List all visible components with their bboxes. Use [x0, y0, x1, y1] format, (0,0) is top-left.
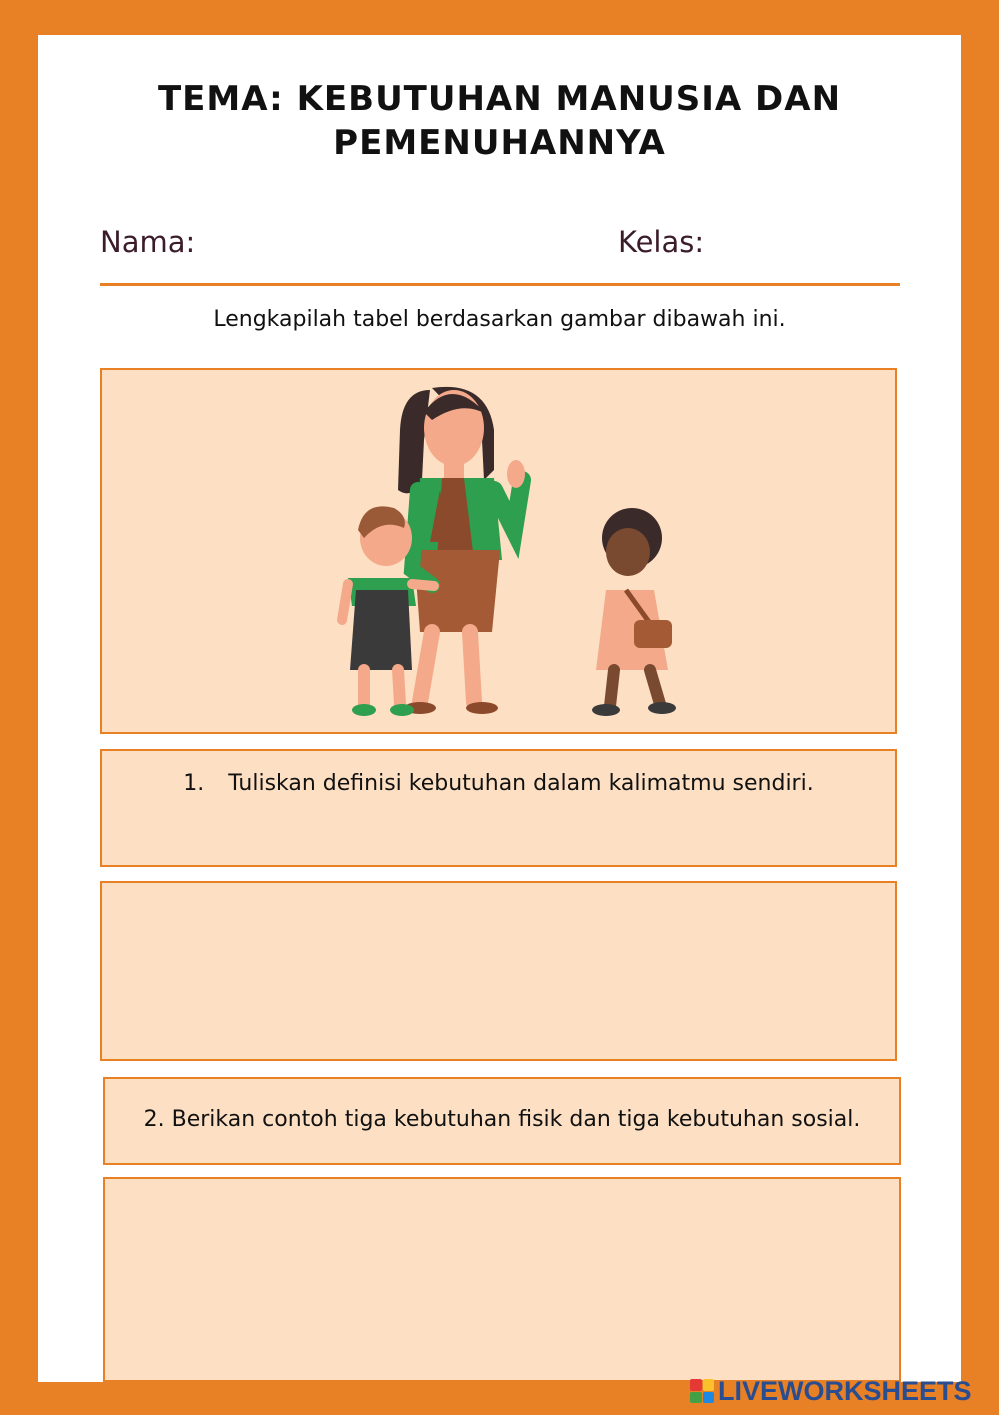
instruction-text: Lengkapilah tabel berdasarkan gambar dibawah ini. [213, 307, 786, 332]
teacher-figure [398, 387, 525, 714]
illustration-box [100, 368, 897, 734]
name-label: Nama: [100, 225, 196, 259]
question-1-box [100, 749, 897, 867]
page-title [38, 77, 961, 165]
question-2-box [103, 1077, 901, 1165]
answer-1-field[interactable] [100, 881, 897, 1061]
header-divider [100, 283, 900, 286]
teacher-with-children-icon [102, 370, 895, 732]
title-line-2: PEMENUHANNYA [333, 123, 666, 163]
worksheet-page [38, 35, 961, 1382]
logo-text: LIVEWORKSHEETS [718, 1375, 972, 1406]
class-label: Kelas: [618, 225, 705, 259]
question-1-text [102, 771, 895, 796]
liveworksheets-logo [690, 1376, 972, 1406]
question-2-text: 2. Berikan contoh tiga kebutuhan fisik dan tiga kebutuhan sosial. [143, 1107, 861, 1132]
question-1-number: 1. [183, 771, 205, 796]
answer-2-field[interactable] [103, 1177, 901, 1382]
title-line-1: TEMA: KEBUTUHAN MANUSIA DAN [157, 79, 842, 119]
logo-badge-icon [690, 1379, 714, 1403]
girl-figure [592, 508, 676, 716]
question-1-label: Tuliskan definisi kebutuhan dalam kalimatmu sendiri. [228, 771, 814, 796]
